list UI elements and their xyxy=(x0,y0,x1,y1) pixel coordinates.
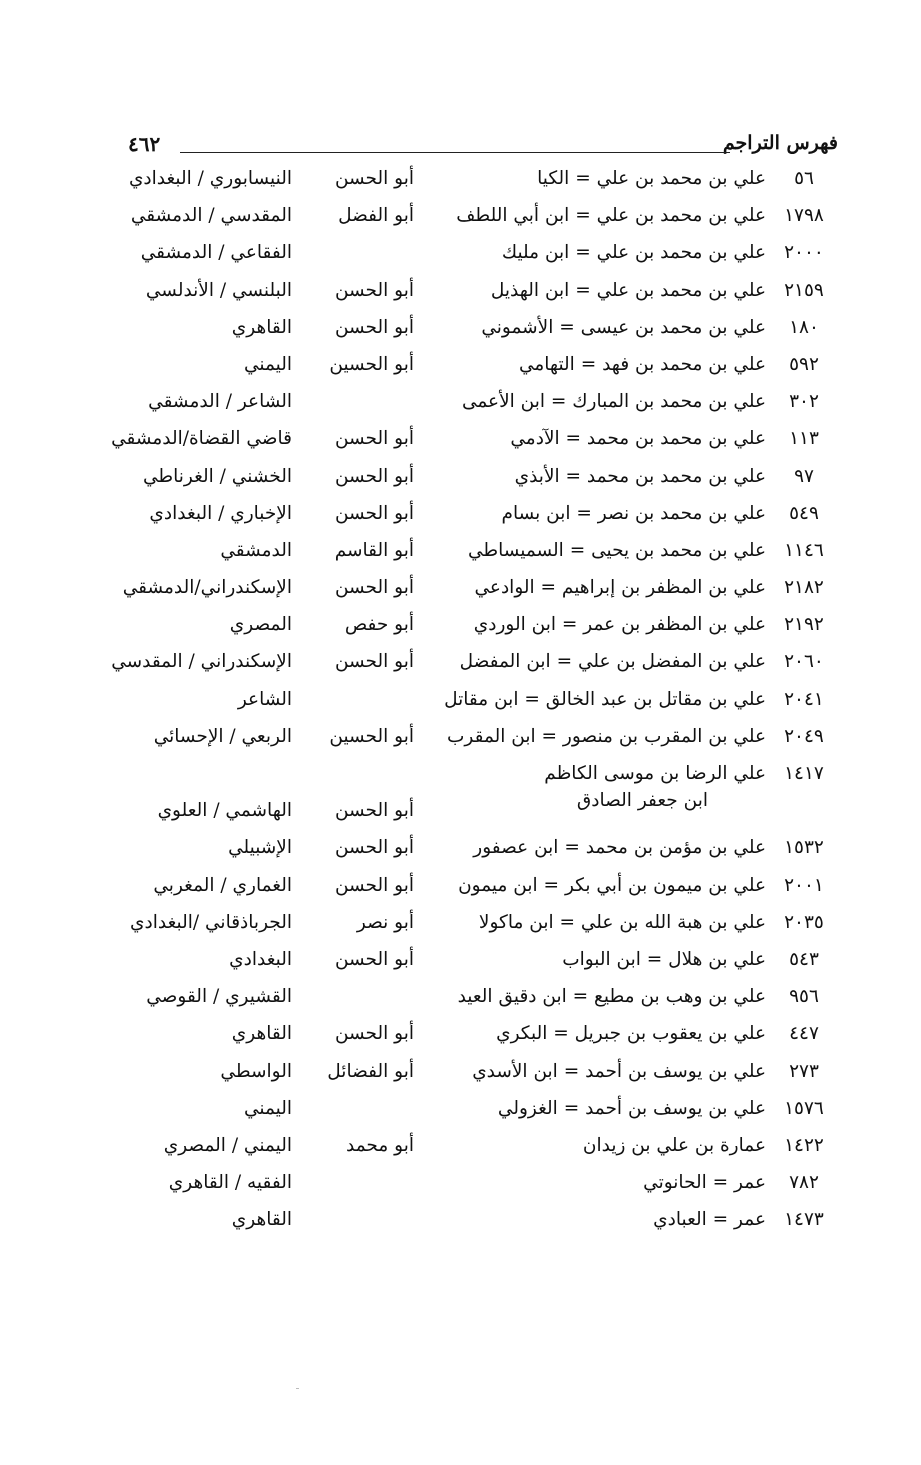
entry-nisba: الشاعر xyxy=(237,688,292,710)
entry-name-line: علي بن محمد بن علي = الكيا xyxy=(537,168,766,189)
entry-name xyxy=(458,875,766,896)
entry-nisba: الهاشمي / العلوي xyxy=(157,800,292,821)
entry-nisba: القاهري xyxy=(231,316,292,338)
entry-name-line: علي بن هلال = ابن البواب xyxy=(562,948,766,970)
entry-number: ٧٨٢ xyxy=(789,1172,819,1194)
index-entry xyxy=(100,726,840,763)
entry-name xyxy=(479,912,766,933)
index-entry xyxy=(100,540,840,577)
entry-kunya: أبو الحسين xyxy=(329,353,414,375)
entry-name xyxy=(456,205,766,226)
entry-nisba: القاهري xyxy=(231,1209,292,1231)
entry-nisba: اليمني / المصري xyxy=(163,1134,292,1156)
entry-kunya: أبو القاسم xyxy=(334,539,414,561)
page-header xyxy=(118,132,838,166)
entry-nisba: الواسطي xyxy=(220,1060,292,1082)
index-entry xyxy=(100,763,840,837)
entry-name-line: علي بن محمد بن محمد = الأبذي xyxy=(514,465,766,487)
entry-name-line: عمر = العبادي xyxy=(653,1209,766,1231)
entry-nisba: النيسابوري / البغدادي xyxy=(128,168,292,189)
entry-number: ٢٧٣ xyxy=(789,1060,819,1082)
entry-name xyxy=(496,1023,766,1044)
index-entry xyxy=(100,651,840,688)
entry-number: ١١٤٦ xyxy=(784,539,824,561)
entry-name-line: علي بن مؤمن بن محمد = ابن عصفور xyxy=(473,837,766,859)
index-entry xyxy=(100,875,840,912)
entry-name xyxy=(537,168,766,189)
entry-kunya: أبو نصر xyxy=(356,911,414,933)
entry-name-line: علي بن المقرب بن منصور = ابن المقرب xyxy=(446,725,766,747)
entry-kunya: أبو الحسن xyxy=(334,837,414,859)
index-entry xyxy=(100,168,840,205)
entry-name xyxy=(481,317,766,338)
entry-kunya: أبو الحسين xyxy=(329,725,414,747)
entry-name-line: علي بن يوسف بن أحمد = ابن الأسدي xyxy=(472,1060,766,1082)
entry-name-line: علي بن المظفر بن عمر = ابن الوردي xyxy=(473,614,766,636)
entry-name xyxy=(510,428,766,449)
entry-nisba: الغماري / المغربي xyxy=(153,874,292,896)
entry-number: ٢٠٤١ xyxy=(784,688,824,710)
entry-name-line: عمارة بن علي بن زيدان xyxy=(582,1134,766,1156)
entry-name-line: علي بن هبة الله بن علي = ابن ماكولا xyxy=(478,911,766,933)
entry-number: ٢١٥٩ xyxy=(784,279,824,301)
entry-kunya: أبو الحسن xyxy=(334,874,414,896)
entry-name-line: علي بن يعقوب بن جبريل = البكري xyxy=(496,1023,766,1045)
entry-nisba: البغدادي xyxy=(229,948,292,970)
entry-number: ٢٠٦٠ xyxy=(784,651,824,673)
entry-kunya: أبو الحسن xyxy=(334,316,414,338)
entry-name xyxy=(473,837,766,858)
entry-number: ٥٤٩ xyxy=(789,502,819,524)
index-list xyxy=(100,168,840,1246)
index-entry xyxy=(100,1098,840,1135)
index-entry xyxy=(100,428,840,465)
entry-nisba: الخشني / الغرناطي xyxy=(142,465,292,487)
entry-number: ٥٤٣ xyxy=(789,948,819,970)
index-entry xyxy=(100,577,840,614)
entry-number: ٢٠٠١ xyxy=(784,874,824,896)
entry-name xyxy=(498,1098,766,1119)
entry-nisba: القاهري xyxy=(231,1023,292,1045)
entry-number: ٣٠٢ xyxy=(789,391,819,413)
entry-kunya: أبو الحسن xyxy=(334,502,414,524)
index-entry xyxy=(100,354,840,391)
entry-kunya: أبو الحسن xyxy=(334,651,414,673)
entry-number: ١١٣ xyxy=(789,428,819,450)
entry-number: ٥٩٢ xyxy=(789,353,819,375)
entry-name-line: علي بن يوسف بن أحمد = الغزولي xyxy=(497,1097,766,1119)
entry-number: ٢٠٠٠ xyxy=(784,242,824,264)
entry-name-line: علي بن مقاتل بن عبد الخالق = ابن مقاتل xyxy=(444,688,766,710)
header-rule xyxy=(180,152,730,153)
entry-name xyxy=(515,466,766,487)
entry-number: ٢١٩٢ xyxy=(784,614,824,636)
entry-name-line: عمر = الحانوتي xyxy=(643,1172,766,1194)
index-entry xyxy=(100,205,840,242)
entry-nisba: قاضي القضاة/الدمشقي xyxy=(111,428,292,450)
entry-name-line: علي بن ميمون بن أبي بكر = ابن ميمون xyxy=(458,874,766,896)
entry-kunya: أبو الحسن xyxy=(334,800,414,821)
section-title: فهرس التراجم xyxy=(722,132,838,154)
index-entry xyxy=(100,503,840,540)
entry-name-line: علي بن المظفر بن إبراهيم = الوادعي xyxy=(474,577,766,599)
entry-name-line: علي بن محمد بن علي = ابن مليك xyxy=(501,242,766,264)
entry-name-line: علي بن محمد بن نصر = ابن بسام xyxy=(501,502,766,524)
entry-nisba: اليمني xyxy=(243,353,292,375)
entry-nisba: الربعي / الإحسائي xyxy=(153,725,292,747)
index-entry xyxy=(100,242,840,279)
index-entry xyxy=(100,317,840,354)
entry-number: ١٤٢٢ xyxy=(784,1134,824,1156)
entry-kunya: أبو الحسن xyxy=(334,1023,414,1045)
entry-kunya: أبو الحسن xyxy=(334,428,414,450)
entry-name xyxy=(491,280,766,301)
entry-nisba: الشاعر / الدمشقي xyxy=(148,391,292,413)
entry-nisba: الفقيه / القاهري xyxy=(168,1172,292,1194)
entry-nisba: الفقاعي / الدمشقي xyxy=(140,242,292,264)
index-entry xyxy=(100,1061,840,1098)
entry-number: ١٤٧٣ xyxy=(784,1209,824,1231)
entry-number: ١٥٧٦ xyxy=(784,1097,824,1119)
entry-kunya: أبو الحسن xyxy=(334,168,414,189)
entry-nisba: المقدسي / الدمشقي xyxy=(130,205,292,227)
entry-number: ٩٧ xyxy=(794,465,814,487)
entry-name xyxy=(444,689,766,710)
entry-name-line: علي بن محمد بن المبارك = ابن الأعمى xyxy=(461,391,766,413)
entry-name xyxy=(502,242,766,263)
entry-name xyxy=(643,1172,766,1193)
entry-number: ١٤١٧ xyxy=(784,763,824,784)
index-entry xyxy=(100,949,840,986)
index-entry xyxy=(100,1172,840,1209)
entry-name-continuation: ابن جعفر الصادق xyxy=(576,790,708,811)
entry-nisba: القشيري / القوصي xyxy=(146,986,292,1008)
entry-kunya: أبو الفضائل xyxy=(327,1060,414,1082)
entry-name xyxy=(460,651,766,672)
entry-name xyxy=(519,354,766,375)
entry-name-line: علي الرضا بن موسى الكاظم xyxy=(544,763,766,784)
entry-nisba: الإسكندراني / المقدسي xyxy=(111,651,292,673)
entry-nisba: المصري xyxy=(229,614,292,636)
index-entry xyxy=(100,1209,840,1246)
entry-kunya: أبو الحسن xyxy=(334,948,414,970)
entry-name xyxy=(447,726,766,747)
entry-name-line: علي بن محمد بن فهد = التهامي xyxy=(518,353,766,375)
entry-name xyxy=(474,614,766,635)
entry-nisba: الجرباذقاني /البغدادي xyxy=(130,911,292,933)
entry-name xyxy=(583,1135,766,1156)
entry-name xyxy=(653,1209,766,1230)
index-entry xyxy=(100,1023,840,1060)
entry-number: ٢١٨٢ xyxy=(784,577,824,599)
entry-name xyxy=(458,986,766,1007)
entry-nisba: الإخباري / البغدادي xyxy=(149,502,292,524)
entry-nisba: اليمني xyxy=(243,1097,292,1119)
entry-number: ٤٤٧ xyxy=(789,1023,819,1045)
entry-nisba: الدمشقي xyxy=(220,539,292,561)
entry-kunya: أبو الحسن xyxy=(334,465,414,487)
index-entry xyxy=(100,837,840,874)
entry-name-line: علي بن محمد بن علي = ابن أبي اللطف xyxy=(456,205,766,227)
entry-name-line: علي بن محمد بن محمد = الآدمي xyxy=(510,428,766,450)
entry-kunya: أبو الحسن xyxy=(334,577,414,599)
entry-number: ٩٥٦ xyxy=(789,986,819,1008)
index-entry xyxy=(100,689,840,726)
entry-kunya: أبو الفضل xyxy=(338,205,414,227)
index-entry xyxy=(100,614,840,651)
entry-kunya: أبو حفص xyxy=(344,614,414,636)
entry-name xyxy=(468,540,766,561)
entry-name-line: علي بن محمد بن عيسى = الأشموني xyxy=(481,316,766,338)
entry-number: ٥٦ xyxy=(794,168,814,189)
entry-name xyxy=(502,503,766,524)
index-entry xyxy=(100,912,840,949)
entry-name-line: علي بن وهب بن مطيع = ابن دقيق العيد xyxy=(457,986,766,1008)
entry-name xyxy=(472,1061,766,1082)
index-entry xyxy=(100,280,840,317)
entry-kunya: أبو الحسن xyxy=(334,279,414,301)
entry-name xyxy=(562,949,766,970)
entry-name xyxy=(544,763,766,811)
entry-name-line: علي بن محمد بن علي = ابن الهذيل xyxy=(490,279,766,301)
index-entry xyxy=(100,1135,840,1172)
entry-name-line: علي بن المفضل بن علي = ابن المفضل xyxy=(459,651,766,673)
entry-number: ٢٠٤٩ xyxy=(784,725,824,747)
entry-number: ٢٠٣٥ xyxy=(784,911,824,933)
page-number: ٤٦٢ xyxy=(128,132,161,156)
entry-kunya: أبو محمد xyxy=(346,1134,414,1156)
index-entry xyxy=(100,986,840,1023)
entry-number: ١٥٣٢ xyxy=(784,837,824,859)
entry-number: ١٧٩٨ xyxy=(784,205,824,227)
entry-name-line: علي بن محمد بن يحيى = السميساطي xyxy=(467,539,766,561)
index-entry xyxy=(100,391,840,428)
page-speck xyxy=(296,1388,299,1389)
entry-nisba: الإسكندراني/الدمشقي xyxy=(122,577,292,599)
entry-nisba: البلنسي / الأندلسي xyxy=(145,279,292,301)
entry-nisba: الإشبيلي xyxy=(228,837,292,859)
index-entry xyxy=(100,466,840,503)
entry-name xyxy=(474,577,766,598)
entry-number: ١٨٠ xyxy=(789,316,819,338)
entry-name xyxy=(462,391,766,412)
